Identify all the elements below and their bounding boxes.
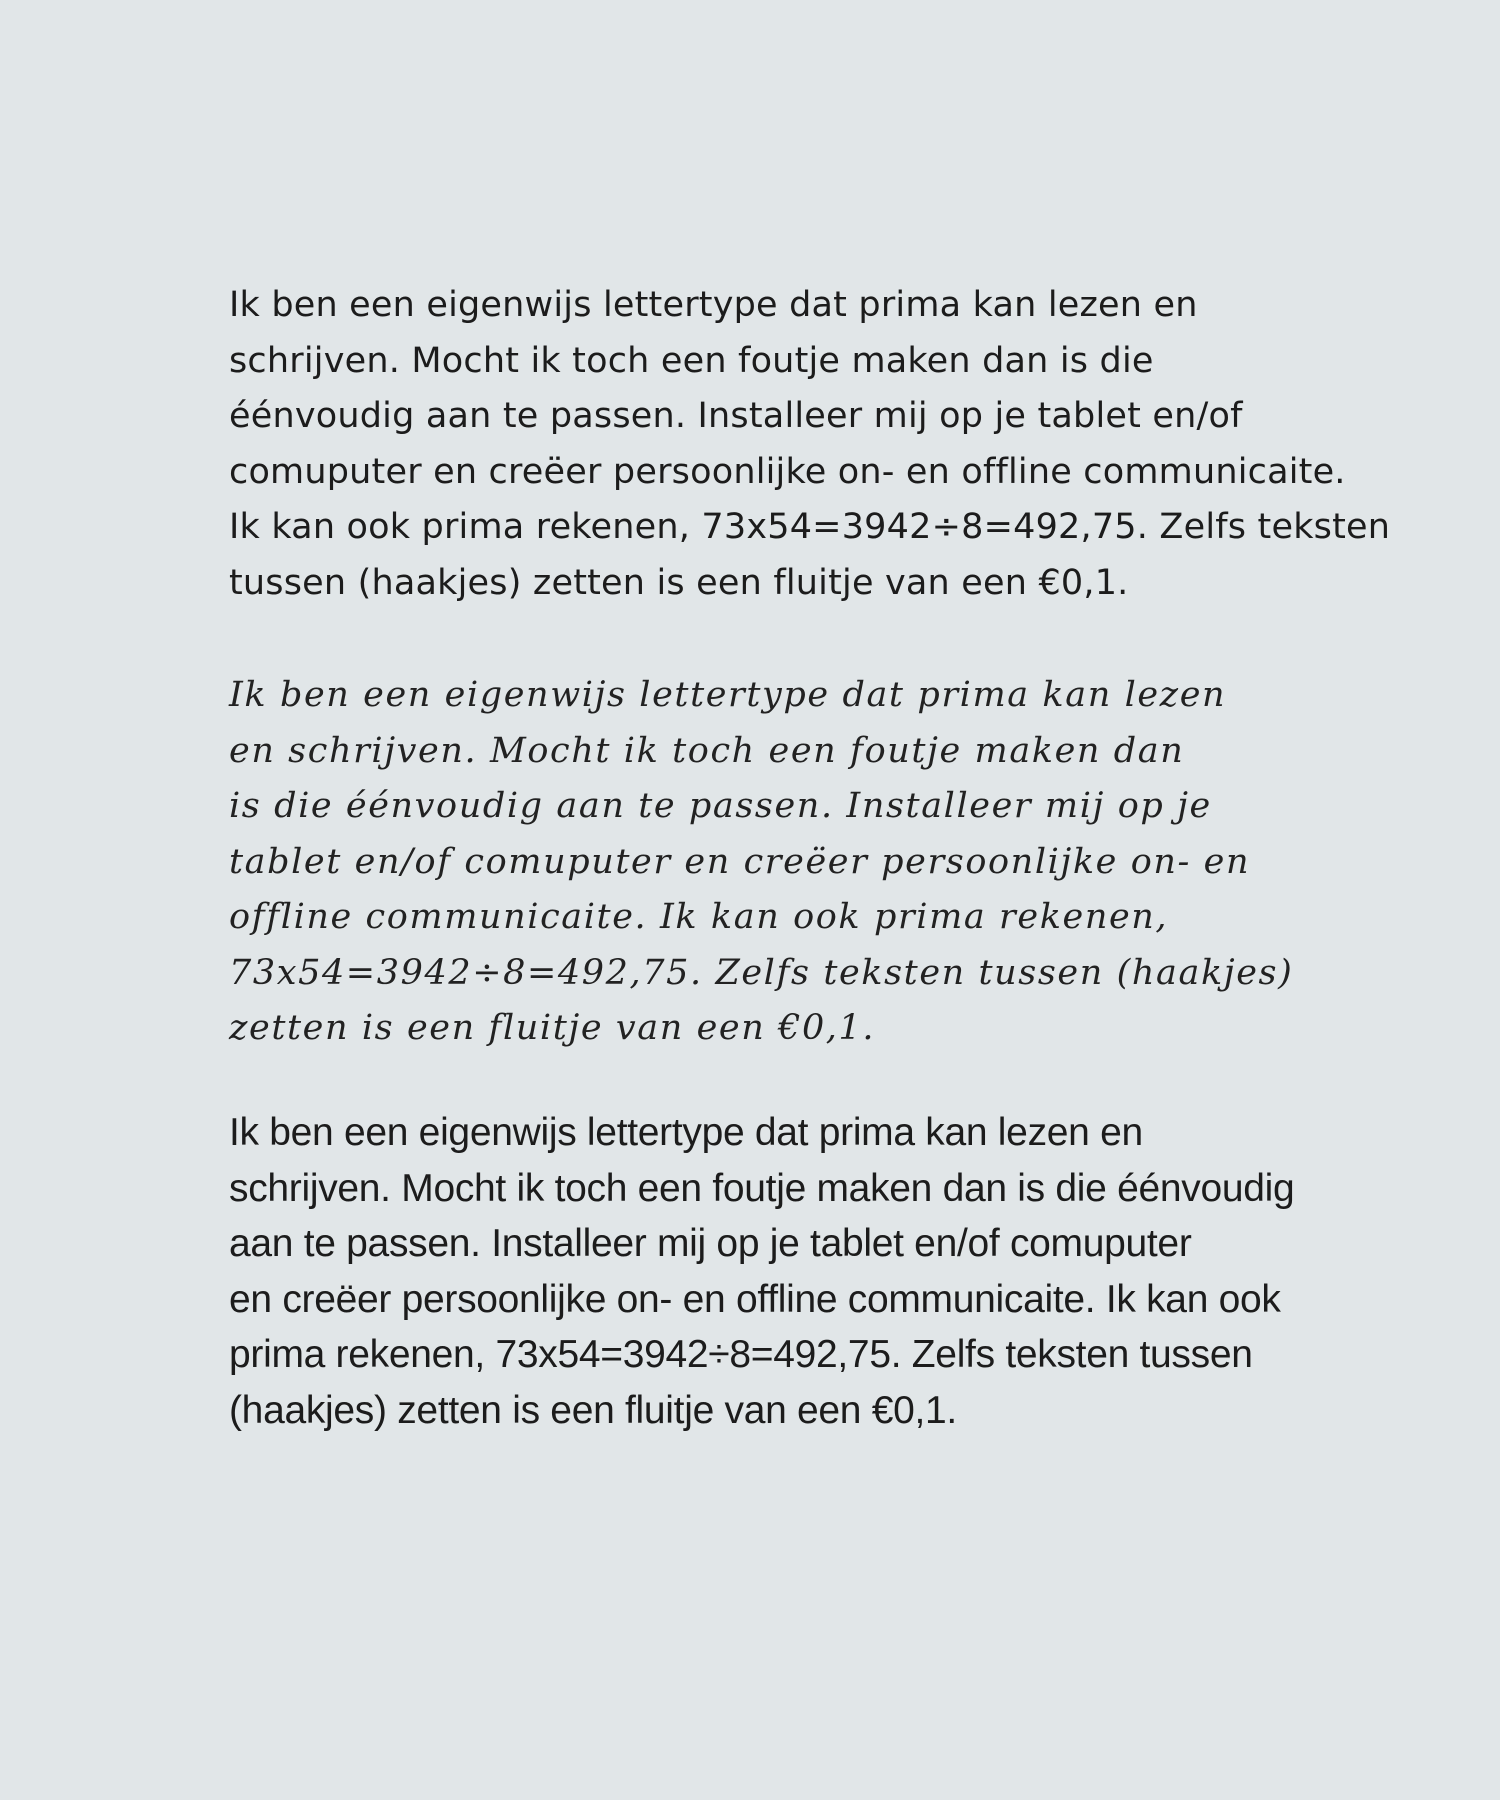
specimen-paragraph-3 (229, 1105, 1319, 1438)
specimen-line: is die éénvoudig aan te passen. Installeer mij op je (229, 786, 1212, 826)
specimen-line: Ik kan ook prima rekenen, 73x54=3942÷8=492,75. Zelfs teksten (229, 507, 1391, 547)
specimen-line: Ik ben een eigenwijs lettertype dat prima kan lezen en (229, 1111, 1143, 1154)
specimen-line: éénvoudig aan te passen. Installeer mij op je tablet en/of (229, 396, 1243, 436)
specimen-line: offline communicaite. Ik kan ook prima rekenen, (229, 897, 1169, 937)
specimen-paragraph-2 (229, 668, 1319, 1057)
specimen-line: (haakjes) zetten is een fluitje van een €0,1. (229, 1388, 957, 1432)
specimen-line: aan te passen. Installeer mij op je tablet en/of comuputer (229, 1222, 1192, 1265)
specimen-line: tablet en/of comuputer en creëer persoonlijke on- en (229, 841, 1251, 882)
specimen-paragraph-1 (229, 278, 1391, 611)
specimen-line: schrijven. Mocht ik toch een foutje maken dan is die (229, 340, 1154, 381)
specimen-line: tussen (haakjes) zetten is een fluitje van een €0,1. (229, 562, 1129, 603)
specimen-line: 73x54=3942÷8=492,75. Zelfs teksten tussen (haakjes) (229, 952, 1294, 993)
specimen-line: comuputer en creëer persoonlijke on- en offline communicaite. (229, 451, 1346, 492)
specimen-line: schrijven. Mocht ik toch een foutje maken dan is die éénvoudig (229, 1166, 1295, 1210)
specimen-line: zetten is een fluitje van een €0,1. (229, 1008, 876, 1048)
specimen-line: en schrijven. Mocht ik toch een foutje maken dan (229, 730, 1185, 771)
specimen-line: Ik ben een eigenwijs lettertype dat prima kan lezen en (229, 285, 1198, 325)
specimen-line: en creëer persoonlijke on- en offline communicaite. Ik kan ook (229, 1277, 1281, 1321)
specimen-line: prima rekenen, 73x54=3942÷8=492,75. Zelfs teksten tussen (229, 1333, 1253, 1376)
specimen-line: Ik ben een eigenwijs lettertype dat prima kan lezen (229, 675, 1227, 715)
